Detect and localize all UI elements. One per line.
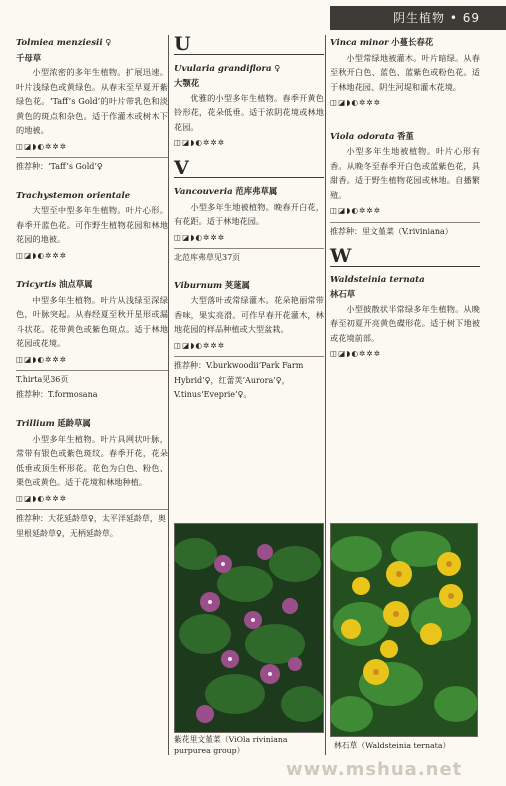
plant-description: 小型披散状半常绿多年生植物。从晚春至初夏开亮黄色碟形花。适于树下地被或花境前部。: [330, 303, 480, 343]
chinese-name: 荚蒾属: [224, 279, 250, 290]
scientific-name: Trachystemon orientale: [16, 190, 131, 201]
scientific-name: Uvularia grandiflora: [174, 63, 272, 74]
care-icons: ◫◪◗◐✲✲✲: [16, 354, 68, 364]
violet-illustration: [175, 524, 323, 732]
recommended-varieties: 推荐种：里文堇菜（V.riviniana）: [330, 222, 480, 240]
care-icons: ◫◪◗◐✲✲✲: [16, 493, 68, 503]
plant-entry: [174, 184, 324, 266]
chinese-name: 大颚花: [174, 78, 200, 88]
award-mark: ♀: [274, 62, 281, 73]
plant-entry: [174, 61, 324, 151]
page-number: 69: [462, 11, 480, 25]
award-mark: ♀: [105, 37, 112, 47]
plant-entry: [16, 189, 168, 264]
plant-description: 大型至中型多年生植物。叶片心形。春季开蓝色花。可作野生植物花园和林地花园的地被。: [16, 205, 168, 244]
section-letter-w: W: [330, 249, 480, 267]
scientific-name: Tolmiea menziesii: [16, 38, 103, 48]
section-letter-v: V: [174, 161, 324, 179]
scientific-name: Waldsteinia ternata: [330, 274, 425, 285]
column-2: [174, 35, 324, 413]
chinese-name: 小蔓长春花: [391, 37, 434, 47]
recommended-varieties: 推荐种：V.burkwoodii‘Park Farm Hybrid’♀，红蕾荚‘Aurora’♀，V.tinus‘Eveprie’♀。: [174, 356, 324, 403]
page-header: [0, 0, 506, 30]
plant-description: 小型常绿地被灌木。叶片暗绿。从春至秋开白色、蓝色、蓝紫色或粉色花。适于林地花园、阴生河堤和灌木花境。: [330, 52, 480, 92]
plant-description: 小型浓密的多年生植物。扩展迅速。叶片浅绿色或黄绿色。从春末至早夏开紫绿色花。‘Taff’s Gold’的叶片带乳色和淡黄色的斑点和杂色。适于作灌木或树木下的地被。: [16, 67, 168, 135]
plant-entry: [330, 35, 480, 111]
care-icons: ◫◪◗◐✲✲✲: [174, 232, 226, 242]
watermark: www.mshua.net: [286, 759, 463, 780]
chinese-name: 林石草: [330, 289, 356, 299]
chinese-name: 香堇: [397, 130, 414, 141]
bullet-separator: •: [449, 11, 463, 25]
waldsteinia-illustration: [331, 524, 477, 736]
plant-entry: [330, 273, 480, 362]
plant-description: 中型多年生植物。叶片从浅绿至深绿色，叶脉突起。从春经夏至秋开星形或漏斗状花。花带黄色或紫色斑点。适于林地花园或花境。: [16, 294, 168, 348]
recommended-varieties: 北范库弗草见37页: [174, 248, 324, 266]
recommended-varieties: 推荐种：‘Taff’s Gold’♀: [16, 157, 168, 175]
column-3: [330, 35, 480, 372]
waldsteinia-caption: 林石草（Waldsteinia ternata）: [334, 741, 451, 750]
chinese-name: 范库弗草属: [235, 186, 278, 196]
header-title: [393, 9, 480, 26]
chinese-name: 延龄草属: [57, 418, 91, 428]
plant-description: 大型落叶或常绿灌木。花朵艳丽常带香味，果实亮滑。可作早春开花灌木，林地花园的样品种植或大型盆栽。: [174, 295, 324, 334]
plant-description: 小型多年生地被植物。晚春开白花，有花距。适于林地花园。: [174, 201, 324, 226]
chinese-name: 千母草: [16, 52, 42, 63]
care-icons: ◫◪◗◐✲✲✲: [16, 250, 68, 260]
plant-entry: [330, 129, 480, 240]
section-letter-u: U: [174, 37, 324, 55]
scientific-name: Tricyrtis: [16, 280, 57, 290]
care-icons: ◫◪◗◐✲✲✲: [16, 141, 68, 151]
care-icons: ◫◪◗◐✲✲✲: [330, 349, 382, 358]
care-icons: ◫◪◗◐✲✲✲: [174, 138, 226, 147]
recommended-varieties: 推荐种：大花延龄草♀，太平洋延龄草，奥里根延龄草♀，无柄延龄草。: [16, 509, 168, 541]
plant-description: 优雅的小型多年生植物。春季开黄色铃形花，花朵低垂。适于浓阴花境或林地花园。: [174, 92, 324, 132]
scientific-name: Vinca minor: [330, 38, 389, 48]
care-icons: ◫◪◗◐✲✲✲: [174, 340, 226, 350]
plant-entry: [16, 35, 168, 175]
section-title: 阴生植物: [392, 11, 445, 25]
scientific-name: Vancouveria: [174, 187, 233, 197]
care-icons: ◫◪◗◐✲✲✲: [330, 98, 382, 107]
column-divider: [168, 35, 169, 755]
violet-caption: 紫花里文堇菜（ViOla riviniana purpurea group）: [174, 735, 288, 755]
plant-description: 小型多年生植物。叶片具网状叶脉，常带有银色或紫色斑纹。春季开花，花朵低垂或顶生杯形花。花色为白色、粉色、栗色或黄色。适于花境和林地种植。: [16, 433, 168, 487]
violet-photo: [174, 523, 324, 733]
scientific-name: Viburnum: [174, 280, 223, 291]
recommended-varieties: T.hirta见36页 推荐种：T.formosana: [16, 370, 168, 402]
waldsteinia-photo: [330, 523, 478, 737]
plant-entry: [16, 277, 168, 402]
plant-entry: [174, 278, 324, 403]
care-icons: ◫◪◗◐✲✲✲: [330, 206, 382, 215]
scientific-name: Viola odorata: [330, 131, 395, 142]
chinese-name: 油点草属: [59, 279, 93, 289]
plant-entry: [16, 416, 168, 541]
plant-description: 小型多年生地被植物。叶片心形有香。从晚冬至春季开白色或蓝紫色花，具甜香。适于野生植物花园或林地。自播繁殖。: [330, 146, 480, 200]
column-1: [16, 35, 168, 551]
column-divider: [325, 35, 326, 755]
scientific-name: Trillium: [16, 419, 55, 429]
